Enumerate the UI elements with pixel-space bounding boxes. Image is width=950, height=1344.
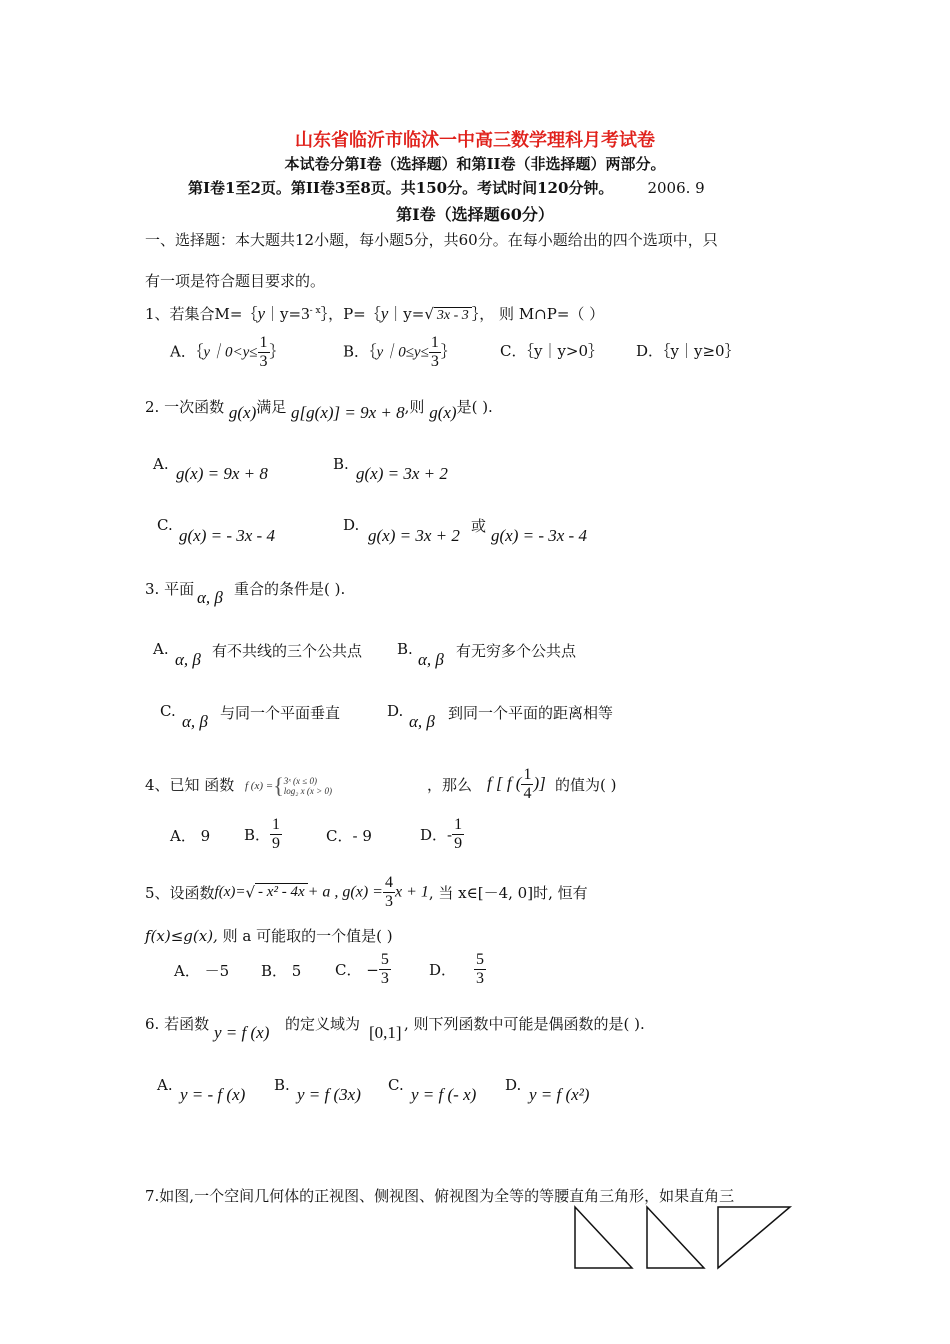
q1-a-den: 3 [259,353,268,370]
q7-top-view-triangle [718,1207,790,1268]
q2-stem [145,396,493,422]
q3-option-a: 有不共线的三个公共点 [212,642,363,660]
q5-d-frac [474,951,486,988]
q2-stem-mid: 满足 [256,398,287,416]
q2-stem-post: 是( ). [456,398,493,416]
q5-g-post: x + 1 [394,883,429,901]
q4-b-den: 9 [272,835,281,852]
q1-stem-end: ｝， 则 M∩P=（ ） [471,305,605,323]
q1-a-num: 1 [259,334,268,351]
q1-p-eq: ｜y= [388,305,425,323]
q5-fx: f(x)= [214,884,246,900]
q5-option-d [429,951,486,988]
q3-a-label: A. [153,640,169,658]
q1-option-c: C．｛y｜y>0｝ [500,342,604,360]
q5-g-frac [383,874,395,911]
q5-d-label: D． [429,961,457,979]
q4-b-frac [270,816,282,853]
q1-p-start: ｝，P=｛ [320,305,381,323]
q3-d-ab: α, β [409,712,435,731]
q4-option-b [244,816,282,853]
q3-c-ab: α, β [182,712,208,731]
q7-side-view-triangle [647,1207,704,1268]
q6-stem-mid: 的定义域为 [285,1015,361,1033]
q2-g-2: g(x) [429,403,457,422]
q4-fx: f (x) = [245,780,274,792]
q5-stem-pre: 5、设函数 [145,884,215,902]
q1-option-a [170,334,285,371]
q3-stem-post: 重合的条件是( ). [234,580,346,598]
q1-option-b [343,334,456,371]
q2-stem-mid2: ,则 [404,398,425,416]
q2-option-d-1: g(x) = 3x + 2 [368,526,460,545]
q5-d-den: 3 [476,970,485,987]
q5-c-num: 5 [380,951,389,968]
q3-a-ab: α, β [175,650,201,669]
q5-line2-post: 则 a 可能取的一个值是( ) [217,927,393,945]
q2-option-b: g(x) = 3x + 2 [356,464,448,483]
q4-stem-pre: 4、已知 函数 [145,776,235,794]
q4-ff-pre: f [ f ( [487,773,522,793]
q6-c-label: C. [388,1076,404,1094]
q2-b-label: B. [333,455,349,473]
q2-g: g(x) [228,403,257,422]
q1-p-var: y [380,304,389,323]
q2-gg: g[g(x)] = 9x + 8 [291,403,405,422]
q4-piecewise [245,773,332,799]
q1-stem [145,303,604,324]
q6-b-label: B. [274,1076,290,1094]
paper-info-text: 第Ⅰ卷1至2页。第II卷3至8页。共150分。考试时间120分钟。 [188,179,614,197]
q3-d-label: D. [387,702,404,720]
q1-b-num: 1 [430,334,439,351]
q5-line2-pre: f(x)≤g(x), [145,927,218,945]
intro-line-2: 有一项是符合题目要求的。 [145,272,326,290]
q2-option-d-2: g(x) = - 3x - 4 [491,526,587,545]
q1-m-eq: ｜y= [265,305,302,323]
q6-stem-post: , 则下列函数中可能是偶函数的是( ). [404,1015,645,1033]
q4-piece-2: log₂ x (x > 0) [283,786,332,796]
q4-d-label: D．- [420,826,453,844]
q3-c-label: C. [160,702,176,720]
paper-title: 山东省临沂市临沭一中高三数学理科月考试卷 [295,130,655,151]
q6-a-label: A. [157,1076,173,1094]
q5-plus-a: + a , g(x) = [307,883,383,901]
q6-stem-pre: 6. 若函数 [145,1015,210,1033]
q4-option-c: C．- 9 [326,827,372,845]
q4-option-d [420,816,464,853]
q4-ff-post: )] [533,773,546,793]
q1-m-exp: - x [309,306,321,316]
q5-option-c [335,951,391,988]
q2-c-label: C. [157,516,173,534]
q5-c-den: 3 [380,970,389,987]
q1-b-body: y｜0≤y≤ [376,344,429,361]
q5-stem-post: , 当 x∈[－4, 0]时, 恒有 [428,884,588,902]
q1-radical-icon: √ [424,305,434,323]
q1-b-frac [429,334,441,371]
q7-three-views-figure [570,1203,800,1273]
q2-option-a: g(x) = 9x + 8 [176,464,268,483]
paper-subtitle: 本试卷分第Ⅰ卷（选择题）和第II卷（非选择题）两部分。 [284,155,666,173]
q2-option-c: g(x) = - 3x - 4 [179,526,275,545]
q5-c-frac [379,951,391,988]
q6-domain: [0,1] [369,1023,402,1042]
q4-ff-frac [521,766,533,803]
q1-m-base: 3 [301,304,310,323]
q4-ff-num: 1 [523,766,532,783]
q4-d-num: 1 [454,816,463,833]
q4-pieces [284,776,332,796]
q6-yfx: y = f (x) [214,1023,270,1042]
q2-a-label: A. [153,455,169,473]
q1-a-frac [258,334,270,371]
q4-ff-den: 4 [523,785,532,802]
q4-d-frac [452,816,464,853]
paper-date: 2006. 9 [647,179,705,197]
q6-option-b: y = f (3x) [297,1085,361,1104]
q4-b-num: 1 [272,816,281,833]
q7-front-view-triangle [575,1207,632,1268]
q5-c-label: C． − [335,961,379,979]
q4-d-den: 9 [454,835,463,852]
q1-b-den: 3 [430,353,439,370]
q6-option-c: y = f (- x) [411,1085,477,1104]
q5-radical-icon: √ [245,883,256,902]
q6-option-d: y = f (x²) [529,1085,590,1104]
q3-alpha-beta: α, β [197,588,223,607]
section-heading: 第Ⅰ卷（选择题60分） [396,205,554,224]
q2-d-label: D. [343,516,360,534]
q5-radicand: - x² - 4x [255,883,308,900]
q2-stem-pre: 2. 一次函数 [145,398,225,416]
q1-option-d: D．｛y｜y≥0｝ [636,342,740,360]
q5-d-num: 5 [476,951,485,968]
q5-option-a: A． －5 [174,962,230,980]
q3-b-label: B. [397,640,413,658]
q5-option-b: B． 5 [261,962,302,980]
q6-d-label: D. [505,1076,522,1094]
q4-brace: { [273,773,284,798]
q3-stem-pre: 3. 平面 [145,580,195,598]
q5-line-2 [145,925,393,946]
q1-p-radicand: 3x - 3 [434,307,472,323]
q1-a-pre: A．｛ [170,342,204,361]
q1-a-post: ｝ [269,342,285,361]
q6-option-a: y = - f (x) [180,1085,246,1104]
q4-b-label: B． [244,826,271,844]
q2-option-d-or: 或 [471,517,487,535]
q5-g-den: 3 [384,893,393,910]
q4-piece-1: 3ˣ (x ≤ 0) [283,776,317,786]
intro-line-1: 一、选择题：本大题共12小题，每小题5分，共60分。在每小题给出的四个选项中，只 [145,231,718,249]
q1-b-post: ｝ [440,342,456,361]
q4-ffx [487,766,546,803]
q5-stem [145,874,588,911]
q1-a-body: y｜0<y≤ [203,344,258,361]
q4-stem-post: 的值为( ) [555,776,617,794]
q4-stem-mid: ，那么 [427,776,473,794]
q1-stem-start: 1、若集合M=｛ [145,305,258,323]
q3-option-d: 到同一个平面的距离相等 [448,704,614,722]
q5-g-num: 4 [384,874,393,891]
q7-stem: 7.如图,一个空间几何体的正视图、侧视图、俯视图为全等的等腰直角三角形，如果直角三 [145,1187,735,1205]
q3-b-ab: α, β [418,650,444,669]
q1-m-var: y [257,304,266,323]
q3-option-c: 与同一个平面垂直 [220,704,341,722]
paper-info [188,177,705,198]
q4-option-a: A． 9 [170,827,211,845]
q3-option-b: 有无穷多个公共点 [456,642,577,660]
q1-b-pre: B．｛ [343,342,377,361]
